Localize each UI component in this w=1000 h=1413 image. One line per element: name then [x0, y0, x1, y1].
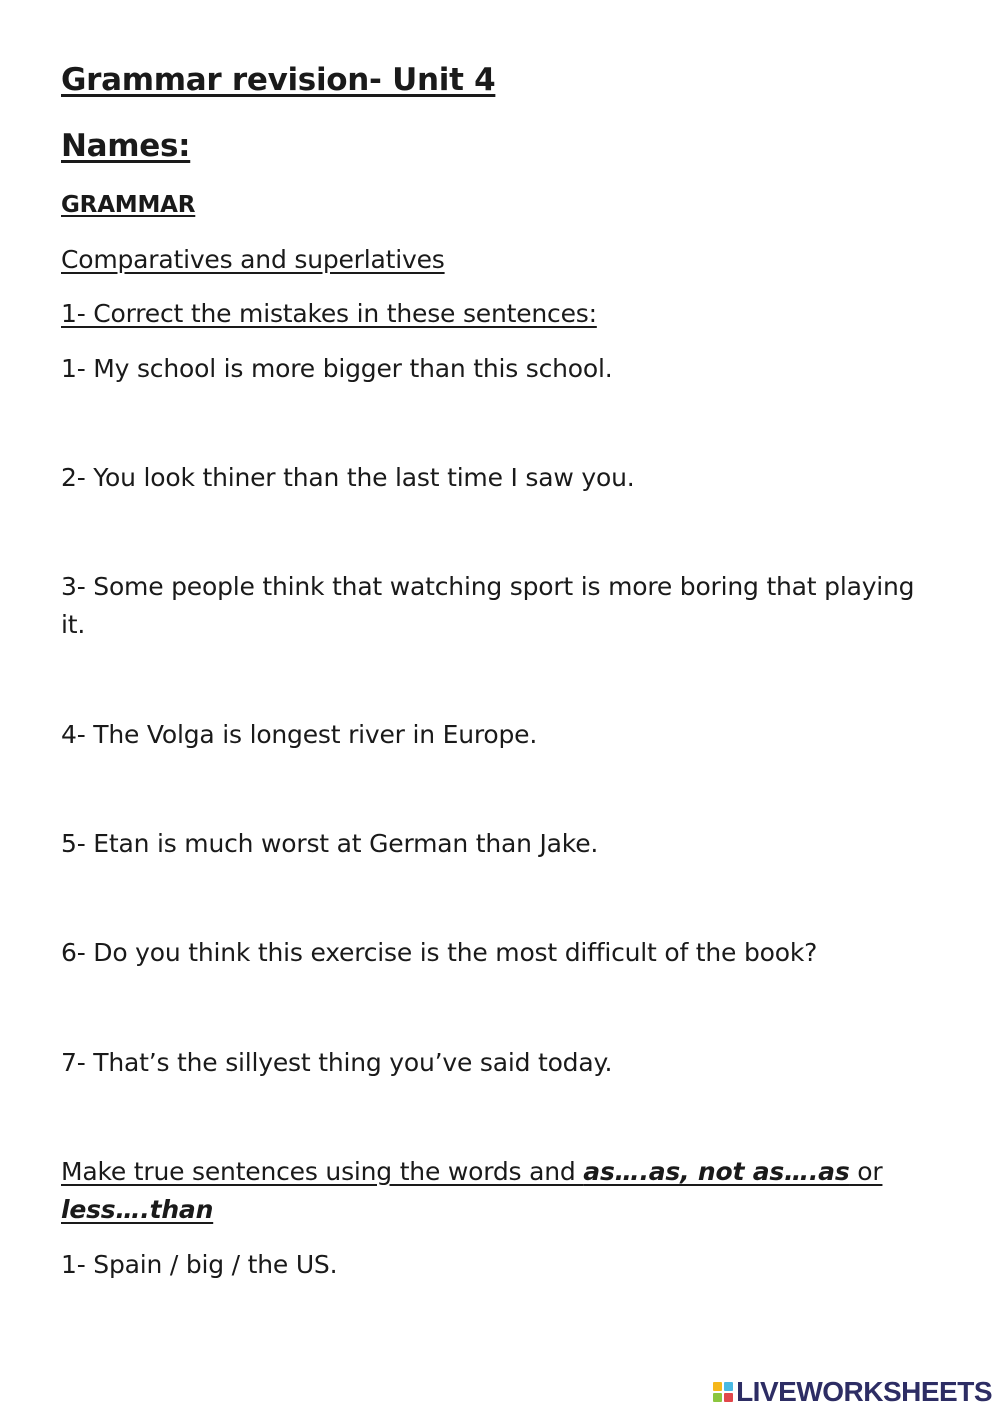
instruction-keyword-as-as: as….as, not as….as [583, 1157, 850, 1186]
exercise-1-instruction: 1- Correct the mistakes in these sentences: [61, 299, 597, 328]
instruction-or: or [849, 1157, 883, 1186]
page-title: Grammar revision- Unit 4 [61, 62, 496, 98]
exercise-1-item: 7- That’s the sillyest thing you’ve said today. [61, 1048, 613, 1077]
liveworksheets-logo-icon [713, 1382, 733, 1402]
exercise-2-instruction [61, 1153, 941, 1229]
exercise-1-item: 5- Etan is much worst at German than Jake. [61, 829, 599, 858]
exercise-1-item: 2- You look thiner than the last time I saw you. [61, 463, 635, 492]
liveworksheets-logo [713, 1376, 992, 1408]
exercise-1-item: 4- The Volga is longest river in Europe. [61, 720, 538, 749]
section-heading: GRAMMAR [61, 192, 196, 218]
exercise-1-item: 1- My school is more bigger than this school. [61, 354, 613, 383]
names-label: Names: [61, 128, 191, 164]
instruction-prefix: Make true sentences using the words and [61, 1157, 584, 1186]
exercise-2-item: 1- Spain / big / the US. [61, 1250, 338, 1279]
exercise-1-item: 6- Do you think this exercise is the most difficult of the book? [61, 938, 818, 967]
instruction-keyword-less-than: less….than [61, 1195, 214, 1224]
topic-heading: Comparatives and superlatives [61, 245, 445, 274]
logo-text: LIVEWORKSHEETS [736, 1376, 992, 1407]
exercise-1-item: 3- Some people think that watching sport is more boring that playing it. [61, 572, 915, 639]
